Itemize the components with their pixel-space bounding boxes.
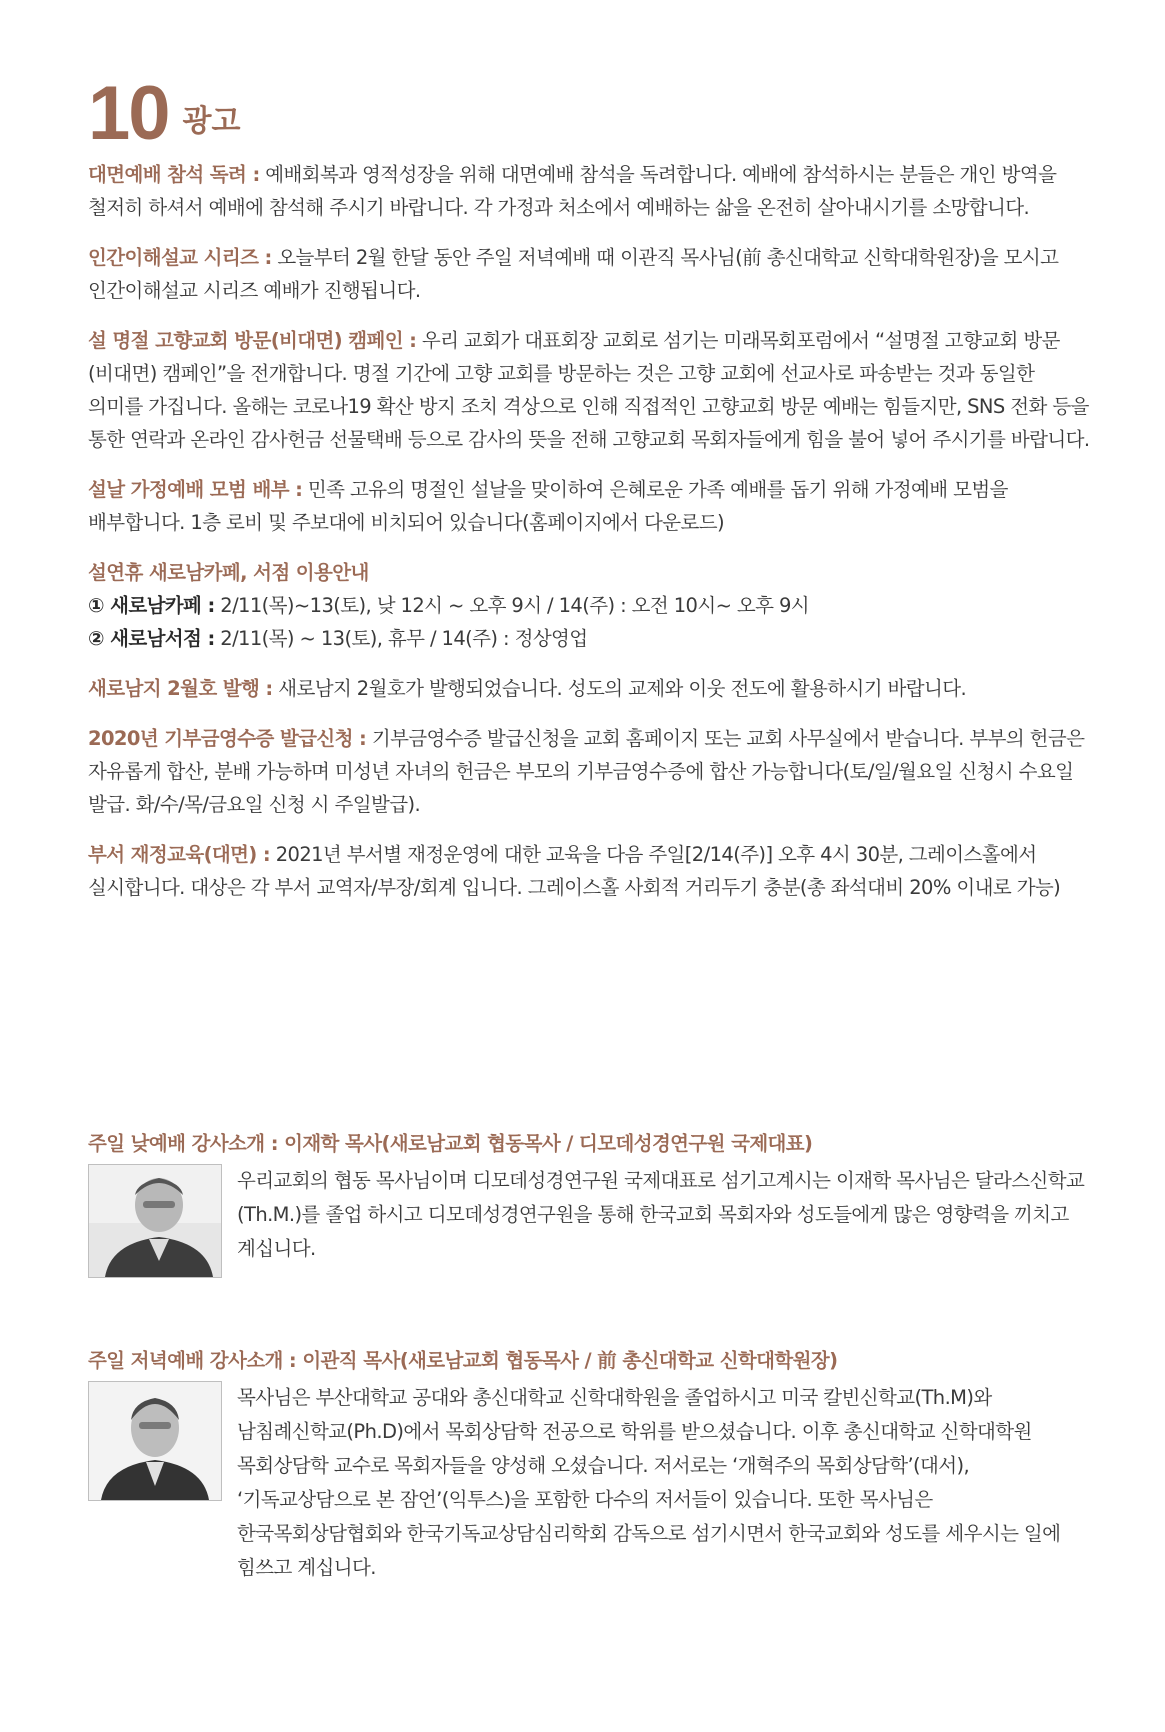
speaker-heading: 주일 저녁예배 강사소개 : 이관직 목사(새로남교회 협동목사 / 前 총신대학교 신학대학원장) bbox=[88, 1349, 838, 1372]
speaker-heading: 주일 낮예배 강사소개 : 이재학 목사(새로남교회 협동목사 / 디모데성경연구원 국제대표) bbox=[88, 1132, 813, 1155]
notice-donation-receipt bbox=[88, 722, 1093, 821]
speaker-intro-morning bbox=[88, 1127, 1093, 1278]
notice-body: 새로남지 2월호가 발행되었습니다. 성도의 교제와 이웃 전도에 활용하시기 바랍니다. bbox=[272, 677, 967, 700]
portrait-image bbox=[89, 1165, 221, 1277]
notice-body: 민족 고유의 명절인 설날을 맞이하여 은혜로운 가족 예배를 돕기 위해 가정예배 모범을 배부합니다. 1층 로비 및 주보대에 비치되어 있습니다(홈페이지에서 다운로드) bbox=[88, 478, 1008, 534]
page-header bbox=[88, 71, 241, 156]
speaker-photo bbox=[88, 1381, 222, 1501]
notice-label: 설날 가정예배 모범 배부 : bbox=[88, 478, 303, 501]
cafe-hours-body: 2/11(목)~13(토), 낮 12시 ~ 오후 9시 / 14(주) : 오전 10시~ 오후 9시 bbox=[214, 594, 810, 617]
bookstore-hours-prefix: ② 새로남서점 : bbox=[88, 627, 215, 650]
notice-label: 부서 재정교육(대면) : bbox=[88, 843, 271, 866]
speaker-row bbox=[88, 1164, 1093, 1278]
cafe-hours-line bbox=[88, 589, 1093, 622]
speaker-photo bbox=[88, 1164, 222, 1278]
notice-label: 인간이해설교 시리즈 : bbox=[88, 246, 272, 269]
notice-label: 설연휴 새로남카페, 서점 이용안내 bbox=[88, 561, 369, 584]
speaker-row bbox=[88, 1381, 1093, 1585]
notice-body: 2021년 부서별 재정운영에 대한 교육을 다음 주일[2/14(주)] 오후 4시 30분, 그레이스홀에서 실시합니다. 대상은 각 부서 교역자/부장/회계 입니다. 그레이스홀 사회적 거리두기 충분(총 좌석대비 20% 이내로 가능) bbox=[88, 843, 1061, 899]
bookstore-hours-body: 2/11(목) ~ 13(토), 휴무 / 14(주) : 정상영업 bbox=[214, 627, 588, 650]
speaker-description: 우리교회의 협동 목사님이며 디모데성경연구원 국제대표로 섬기고계시는 이재학 목사님은 달라스신학교(Th.M.)를 졸업 하시고 디모데성경연구원을 통해 한국교회 목회자와 성도들에게 많은 영향력을 끼치고 계십니다. bbox=[237, 1169, 1085, 1260]
notice-label: 설 명절 고향교회 방문(비대면) 캠페인 : bbox=[88, 329, 417, 352]
notice-body: 기부금영수증 발급신청을 교회 홈페이지 또는 교회 사무실에서 받습니다. 부부의 헌금은 자유롭게 합산, 분배 가능하며 미성년 자녀의 헌금은 부모의 기부금영수증에 합산 가능합니다(토/일/월요일 신청시 수요일 발급. 화/수/목/금요일 신청 시 주일발급). bbox=[88, 727, 1085, 816]
notice-label: 새로남지 2월호 발행 : bbox=[88, 677, 273, 700]
cafe-hours-prefix: ① 새로남카페 : bbox=[88, 594, 215, 617]
notice-label: 대면예배 참석 독려 : bbox=[88, 163, 260, 186]
notice-in-person-worship bbox=[88, 158, 1093, 224]
notice-body: 예배회복과 영적성장을 위해 대면예배 참석을 독려합니다. 예배에 참석하시는 분들은 개인 방역을 철저히 하셔서 예배에 참석해 주시기 바랍니다. 각 가정과 처소에서 예배하는 삶을 온전히 살아내시기를 소망합니다. bbox=[88, 163, 1057, 219]
notice-hometown-church-campaign bbox=[88, 324, 1093, 456]
notice-list bbox=[88, 158, 1093, 921]
notice-sermon-series bbox=[88, 241, 1093, 307]
speaker-intro-evening bbox=[88, 1344, 1093, 1585]
section-title: 광고 bbox=[182, 104, 241, 139]
portrait-image bbox=[89, 1382, 221, 1500]
notice-finance-training bbox=[88, 838, 1093, 904]
speaker-description: 목사님은 부산대학교 공대와 총신대학교 신학대학원을 졸업하시고 미국 칼빈신학교(Th.M)와 남침례신학교(Ph.D)에서 목회상담학 전공으로 학위를 받으셨습니다. 이후 총신대학교 신학대학원 목회상담학 교수로 목회자들을 양성해 오셨습니다. 저서로는 ‘개혁주의 목회상담학’(대서), ‘기독교상담으로 본 잠언’(익투스)을 포함한 다수의 저서들이 있습니다. 또한 목사님은 한국목회상담협회와 한국기독교상담심리학회 감독으로 섬기시면서 한국교회와 성도를 세우시는 일에 힘쓰고 계십니다. bbox=[237, 1386, 1061, 1579]
notice-body: 우리 교회가 대표회장 교회로 섬기는 미래목회포럼에서 “설명절 고향교회 방문(비대면) 캠페인”을 전개합니다. 명절 기간에 고향 교회를 방문하는 것은 고향 교회에 선교사로 파송받는 것과 동일한 의미를 가집니다. 올해는 코로나19 확산 방지 조치 격상으로 인해 직접적인 고향교회 방문 예배는 힘들지만, SNS 전화 등을 통한 연락과 온라인 감사헌금 선물택배 등으로 감사의 뜻을 전해 고향교회 목회자들에게 힘을 불어 넣어 주시기를 바랍니다. bbox=[88, 329, 1090, 451]
page-number: 10 bbox=[88, 71, 169, 156]
notice-family-worship-guide bbox=[88, 473, 1093, 539]
notice-body: 오늘부터 2월 한달 동안 주일 저녁예배 때 이관직 목사님(前 총신대학교 신학대학원장)을 모시고 인간이해설교 시리즈 예배가 진행됩니다. bbox=[88, 246, 1059, 302]
bookstore-hours-line bbox=[88, 622, 1093, 655]
notice-cafe-bookstore-hours bbox=[88, 556, 1093, 655]
notice-magazine-issue bbox=[88, 672, 1093, 705]
notice-label: 2020년 기부금영수증 발급신청 : bbox=[88, 727, 367, 750]
